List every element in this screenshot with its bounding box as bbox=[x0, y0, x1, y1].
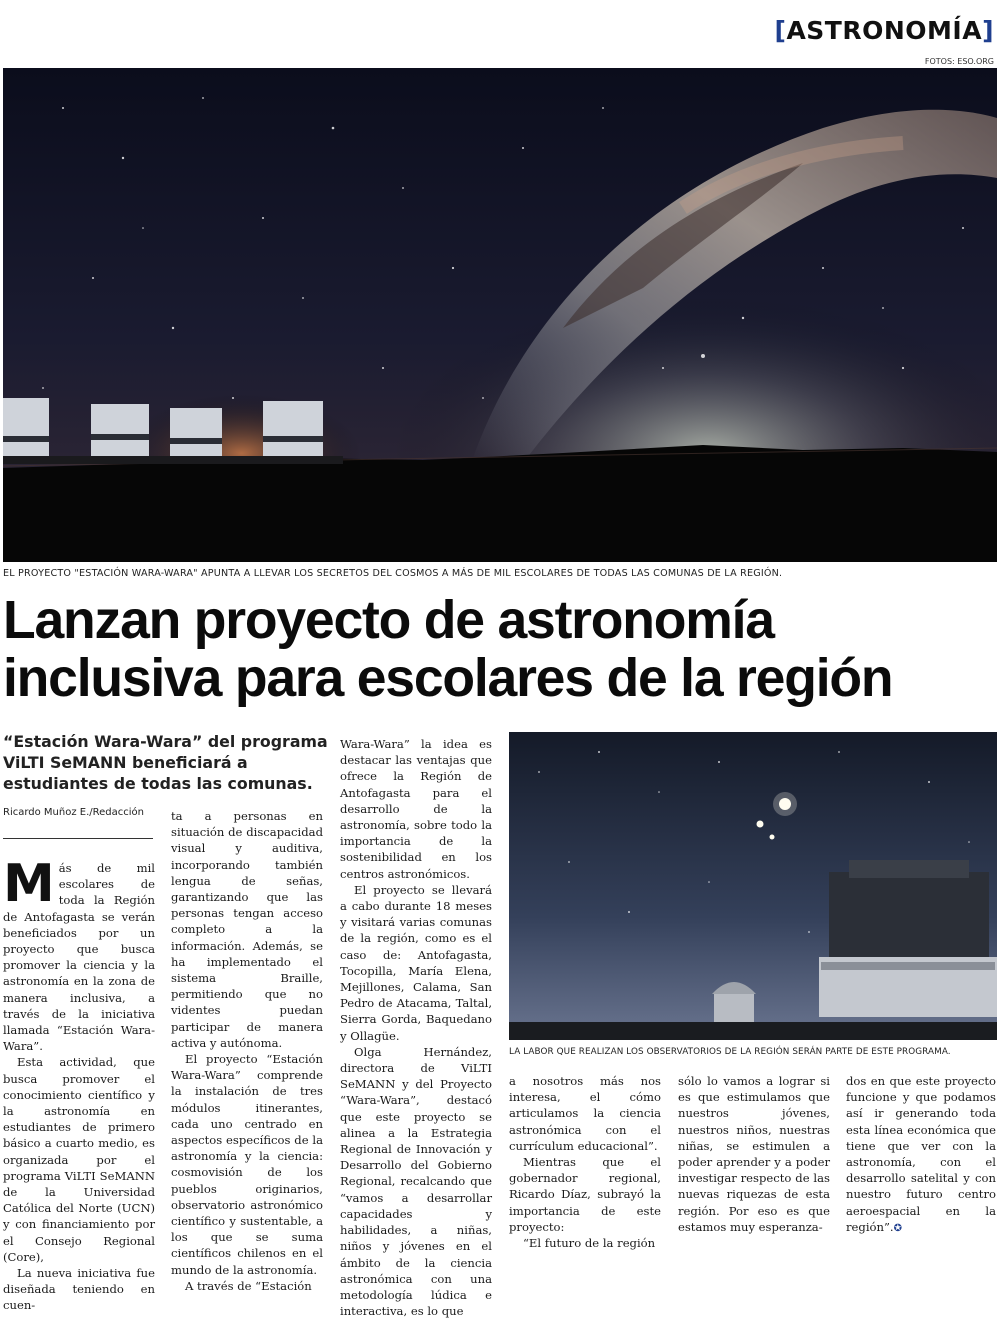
paragraph-4: El proyecto “Estación Wara-Wara” comprende la instalación de tres módulos itinerantes, cada uno centrado en aspectos específicos de la astronomía y la ciencia: cosmovisión de los pueblos originarios, observatorio astronómico científico y sustentable, a los que se suma científicos chilenos en el mundo de la astronomía. bbox=[171, 1052, 323, 1277]
subtitle: “Estación Wara-Wara” del programa ViLTI SeMANN beneficiará a estudiantes de todas las comunas. bbox=[3, 732, 328, 793]
paragraph-6: El proyecto se llevará a cabo durante 18 meses y visitará varias comunas de la región, como es el caso de: Antofagasta, Tocopilla, María Elena, Mejillones, Calama, San Pedro de Atacama, Taltal, Sierra Gorda, Baquedano y Ollagüe. bbox=[340, 882, 492, 1043]
headline-line-1: Lanzan proyecto de astronomía bbox=[3, 591, 774, 650]
end-mark-icon: ✪ bbox=[893, 1222, 902, 1234]
observatory-night-sky-photo bbox=[509, 732, 997, 1040]
article-column-1 bbox=[3, 854, 155, 1314]
byline-divider bbox=[3, 838, 153, 839]
section-name: ASTRONOMÍA bbox=[786, 16, 983, 45]
article-column-5 bbox=[678, 1073, 830, 1235]
section-bracket-close: ] bbox=[982, 16, 994, 45]
paragraph-7: Olga Hernández, directora de ViLTI SeMANN y del Proyecto “Wara-Wara”, destacó que este proyecto se alinea a la Estrategia Regional de Innovación y Desarrollo del Gobierno Regional, recalcando que “vamos a desarrollar capacidades y habilidades, a niñas, niños y jóvenes en el ámbito de la ciencia astronómica con una metodología lúdica e interactiva, es lo que bbox=[340, 1044, 492, 1319]
photo-credit: FOTOS: ESO.ORG bbox=[924, 57, 994, 66]
paragraph-7b: a nosotros más nos interesa, el cómo articulamos la ciencia astronómica con el currículum educacional”. bbox=[509, 1074, 661, 1153]
paragraph-2: Esta actividad, que busca promover el conocimiento científico y la astronomía en estudiantes de primero básico a cuarto medio, es organizada por el programa ViLTI SeMANN de la Universidad Católica del Norte (UCN) y con financiamiento por el Consejo Regional (Core), bbox=[3, 1055, 155, 1264]
article-column-6 bbox=[846, 1073, 996, 1237]
article-column-4 bbox=[509, 1073, 661, 1251]
article-column-2 bbox=[171, 808, 323, 1294]
section-bracket-open: [ bbox=[774, 16, 787, 45]
observatory-photo bbox=[509, 732, 997, 1040]
paragraph-9b: sólo lo vamos a lograr si es que estimulamos que nuestros jóvenes, nuestros niños, nuestras niñas, se estimulen a poder aprender y a poder investigar respecto de las nuevas riquezas de esta región. Por eso es que estamos muy esperanza- bbox=[678, 1074, 830, 1234]
paragraph-3b: ta a personas en situación de discapacidad visual y auditiva, incorporando también lengua de señas, garantizando que las personas tengan acceso completo a la información. Además, se ha implementado el sistema Braille, permitiendo que no videntes puedan participar de manera activa y autónoma. bbox=[171, 809, 323, 1050]
paragraph-5a: A través de “Estación bbox=[185, 1278, 312, 1293]
dropcap: M bbox=[3, 854, 55, 914]
photo2-caption: LA LABOR QUE REALIZAN LOS OBSERVATORIOS DE LA REGIÓN SERÁN PARTE DE ESTE PROGRAMA. bbox=[509, 1047, 951, 1057]
headline bbox=[3, 592, 997, 708]
paragraph-9c: dos en que este proyecto funcione y que podamos así ir generando toda esta línea económica que tiene que ver con la astronomía, con el desarrollo satelital y con nuestro futuro centro aeroespacial en la región”.✪ bbox=[846, 1074, 996, 1234]
section-tag bbox=[775, 16, 995, 46]
headline-line-2: inclusiva para escolares de la región bbox=[3, 649, 893, 708]
hero-photo bbox=[3, 68, 997, 562]
paragraph-1: Más de mil escolares de toda la Región de Antofagasta se verán beneficiados por un proyecto que busca promover la ciencia y la astronomía en la zona de manera inclusiva, a través de la iniciativa llamada “Estación Wara-Wara”. bbox=[3, 854, 155, 1054]
paragraph-9a: “El futuro de la región bbox=[523, 1236, 656, 1251]
article-column-3 bbox=[340, 736, 492, 1319]
paragraph-8: Mientras que el gobernador regional, Ricardo Díaz, subrayó la importancia de este proyecto: bbox=[509, 1155, 661, 1234]
paragraph-3a: La nueva iniciativa fue diseñada teniendo en cuen- bbox=[3, 1266, 155, 1313]
byline: Ricardo Muñoz E./Redacción bbox=[3, 807, 145, 818]
paragraph-5b: Wara-Wara” la idea es destacar las ventajas que ofrece la Región de Antofagasta para el desarrollo de la astronomía, sobre todo la importancia de la sostenibilidad en los centros astronómicos. bbox=[340, 737, 492, 881]
milky-way-observatory-photo bbox=[3, 68, 997, 562]
hero-caption: EL PROYECTO "ESTACIÓN WARA-WARA" APUNTA A LLEVAR LOS SECRETOS DEL COSMOS A MÁS DE MIL ESCOLARES DE TODAS LAS COMUNAS DE LA REGIÓN. bbox=[3, 568, 783, 579]
